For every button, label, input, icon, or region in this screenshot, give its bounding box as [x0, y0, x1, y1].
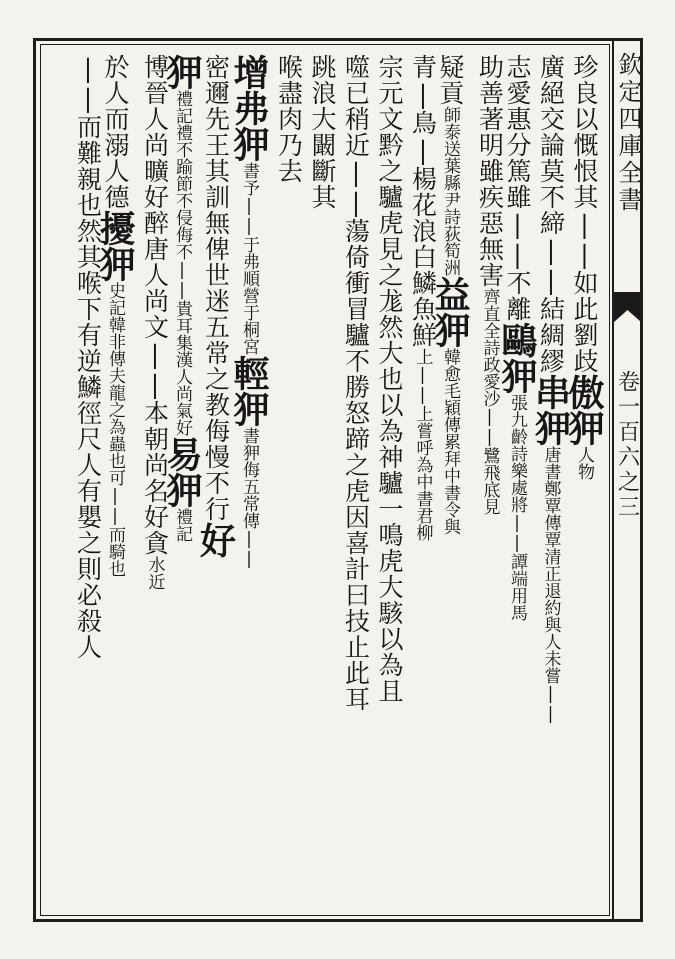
entry-heading: 鷗狎	[496, 322, 538, 394]
text-column	[94, 54, 138, 910]
text-column	[496, 54, 540, 910]
body-text: 密邇先王其訓無俾世迷	[201, 54, 231, 314]
text-column	[137, 54, 171, 910]
entry-heading: 易狎	[161, 436, 203, 508]
body-text: 五常之教侮慢不行	[201, 314, 231, 522]
body-text: 於人而溺人德	[101, 54, 130, 210]
annotation-text: 唐書鄭覃傳覃清正退約與人未嘗||	[540, 446, 561, 724]
entry-heading: 串狎	[529, 374, 572, 446]
text-column	[228, 54, 272, 910]
body-text: 疑貢	[436, 54, 465, 106]
text-column	[405, 54, 439, 910]
text-column	[194, 54, 238, 910]
annotation-text: 史記韓非傳夫龍之為蟲也可||而騎也	[105, 282, 125, 577]
entry-heading: 傲狎	[563, 374, 605, 446]
entry-heading: 狎	[161, 54, 203, 90]
text-column	[563, 54, 607, 910]
annotation-text: 書狎侮五常傳||	[239, 427, 259, 569]
entry-heading: 擾狎	[94, 210, 136, 282]
annotation-text: 人物	[574, 446, 594, 480]
body-text: 博晉人尚曠好醉唐人尚文||本朝尚名好貪	[140, 54, 170, 556]
entry-heading: 輕狎	[228, 355, 270, 427]
body-text: 噬已稍近||蕩倚衝冒驢不勝怒蹄之虎因喜計曰技止此耳	[341, 54, 371, 712]
body-text: 青|鳥|楊花浪白鱗魚鮮	[408, 54, 438, 348]
text-column	[338, 54, 372, 910]
annotation-text: 禮記	[172, 508, 192, 542]
entry-heading: 好	[194, 522, 237, 558]
text-column	[372, 54, 406, 910]
text-column	[529, 54, 573, 910]
body-text: 宗元文黔之驢虎見之尨然大也以為神驢一鳴虎大駭以為且	[375, 54, 404, 704]
text-column	[305, 54, 339, 910]
annotation-text: 張九齡詩樂處將||譚端用馬	[507, 394, 527, 621]
annotation-text: 書予||于弗順營于桐宮	[239, 162, 259, 355]
annotation-text: 禮記禮不踰節不侵侮不||貴耳集漢人尚氣好	[172, 90, 192, 436]
annotation-text: 齊直全詩政愛沙||鷺飛底見	[479, 288, 500, 515]
annotation-text: 水近	[144, 556, 165, 590]
annotation-text: 韓愈毛穎傳累拜中書令與	[440, 348, 460, 535]
text-column	[70, 54, 104, 910]
body-text: 助善著明雖疾惡無害	[475, 54, 505, 288]
text-column	[472, 54, 506, 910]
body-text: 珍良以慨恨其||如此劉歧	[570, 54, 599, 374]
volume-label: 卷一百六之三	[614, 370, 640, 520]
annotation-text: 上||上嘗呼為中書君柳	[412, 348, 433, 541]
body-text: 然其喉下有逆鱗徑尺人有嬰之則必殺人	[73, 218, 103, 660]
entry-heading: 益狎	[429, 276, 471, 348]
annotation-text: 師泰送葉縣尹詩荻筍洲	[440, 106, 460, 276]
text-column	[271, 54, 305, 910]
body-text: 廣絕交論莫不締||結綢繆	[536, 54, 566, 374]
text-column	[429, 54, 473, 910]
book-title: 欽定四庫全書	[614, 52, 642, 214]
entry-heading: 增弗狎	[228, 54, 270, 162]
body-text: 志愛惠分篤雖||不離	[503, 54, 532, 322]
text-column	[161, 54, 205, 910]
body-text: 跳浪大闞斷其	[308, 54, 337, 210]
body-text: ||而難親也	[73, 54, 103, 218]
body-text: 喉盡肉乃去	[274, 54, 304, 184]
